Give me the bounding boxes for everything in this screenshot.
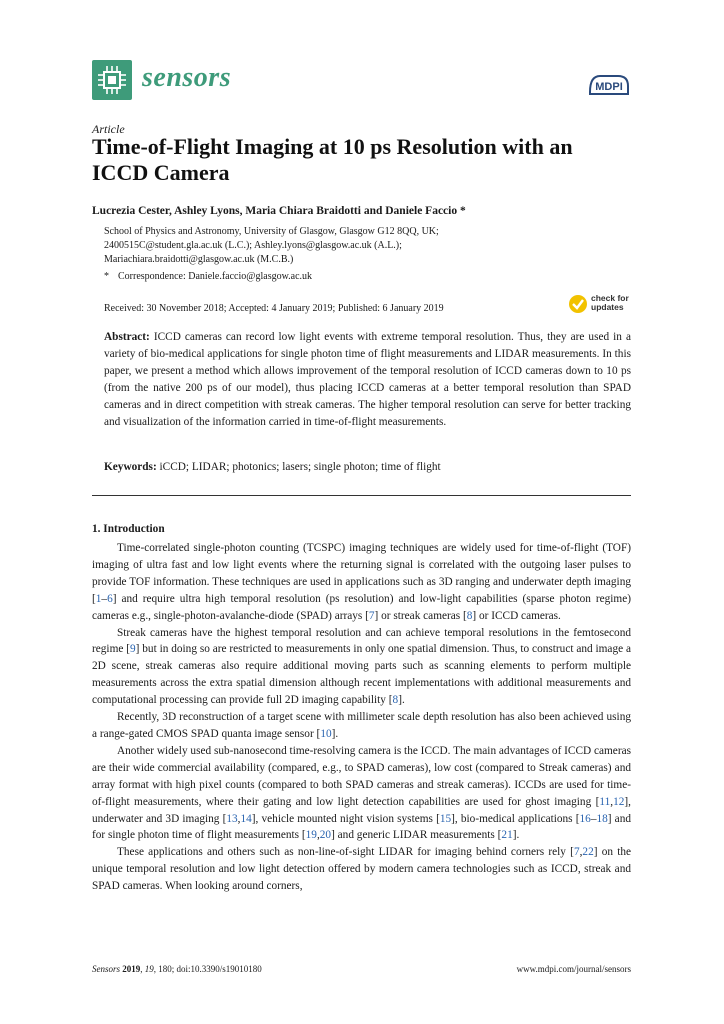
citation-link[interactable]: 11: [599, 795, 611, 808]
citation-link[interactable]: 8: [392, 694, 399, 707]
abstract: [104, 329, 631, 430]
citation-link[interactable]: 7: [573, 846, 580, 859]
keywords: [104, 461, 631, 473]
author-list: Lucrezia Cester, Ashley Lyons, Maria Chiara Braidotti and Daniele Faccio *: [92, 205, 466, 217]
citation-link[interactable]: 8: [466, 609, 473, 622]
abstract-label: Abstract:: [104, 331, 150, 343]
paragraph: These applications and others such as non-line-of-sight LIDAR for imaging behind corners rely [7,22] on the unique temporal resolution and low light detection offered by modern camera technologies such as ICCD, streak and SPAD cameras. When looking around corners,: [92, 846, 632, 893]
citation-link[interactable]: 16: [579, 812, 591, 825]
citation-link[interactable]: 14: [240, 812, 252, 825]
citation-link[interactable]: 7: [368, 609, 375, 622]
footer-volume: 19: [144, 964, 154, 974]
abstract-text: ICCD cameras can record low light events with extreme temporal resolution. Thus, they are used in a variety of bio-medical applications for single photon time of flight measurements and LIDAR measurements. In this paper, we present a method which allows improvement of the temporal resolution of ICCD cameras down to 10 ps (from the native 200 ps of our model), thus placing ICCD cameras at a better temporal resolution than SPAD cameras and in direct competition with streak cameras. The higher temporal resolution can serve for better tracking and visualization of the information carried in time-of-flight measurements.: [104, 331, 632, 428]
paragraph: Time-correlated single-photon counting (TCSPC) imaging techniques are widely used for time-of-flight (TOF) imaging of ultra fast and low light events where the returning signal is correlated with the outgoing laser pulses to provide TOF information. These techniques are used in applications such as 3D ranging and underwater depth imaging [1–6] and require ultra high temporal resolution (ps resolution) and low-light capabilities (sparse photon regime) cameras e.g., single-photon-avalanche-diode (SPAD) arrays [7] or streak cameras [8] or ICCD cameras.: [92, 542, 631, 622]
keywords-label: Keywords:: [104, 461, 157, 473]
section-heading: 1. Introduction: [92, 523, 165, 535]
citation-link[interactable]: 10: [320, 727, 332, 740]
svg-text:MDPI: MDPI: [595, 81, 623, 93]
affiliation-emails: Mariachiara.braidotti@glasgow.ac.uk (M.C.B.): [104, 254, 294, 265]
citation-link[interactable]: 9: [130, 643, 136, 656]
footer-doi: , 180; doi:10.3390/s19010180: [153, 964, 262, 974]
citation-link[interactable]: 15: [439, 812, 452, 825]
citation-link[interactable]: 13: [226, 812, 238, 825]
footer-citation: Sensors 2019, 19, 180; doi:10.3390/s19010180: [92, 964, 262, 974]
article-title: [92, 134, 637, 186]
journal-name: sensors: [142, 62, 232, 93]
sensor-chip-icon: [92, 60, 132, 100]
publication-dates: Received: 30 November 2018; Accepted: 4 January 2019; Published: 6 January 2019: [104, 303, 444, 314]
journal-logo: [92, 60, 132, 100]
citation-link[interactable]: 19: [305, 829, 317, 842]
correspondence-text[interactable]: Correspondence: Daniele.faccio@glasgow.ac.uk: [118, 271, 313, 282]
title-line-2: ICCD Camera: [92, 160, 230, 185]
footer-year: 2019: [122, 964, 141, 974]
citation-link[interactable]: 22: [582, 846, 594, 859]
title-line-1: Time-of-Flight Imaging at 10 ps Resolution with an: [92, 134, 573, 159]
paragraph: Another widely used sub-nanosecond time-resolving camera is the ICCD. The main advantages of ICCD cameras are their wide commercial availability (compared, e.g., to SPAD cameras), low cost (compared to Streak cameras) and array format with high pixel counts (compared to both SPAD cameras and streak cameras). ICCDs are used for time-of-flight measurements, where their gating and low light detection capabilities are used for ghost imaging [11,12], underwater and 3D imaging [13,14], vehicle mounted night vision systems [15], bio-medical applications [16–18] and for single photon time of flight measurements [19,20] and generic LIDAR measurements [21].: [92, 744, 631, 842]
citation-link[interactable]: 21: [501, 829, 513, 842]
footer-journal: Sensors: [92, 964, 121, 974]
mdpi-logo-icon: [586, 72, 632, 98]
correspondence-mark: *: [104, 271, 109, 282]
affiliation-line: School of Physics and Astronomy, University of Glasgow, Glasgow G12 8QQ, UK;: [104, 226, 439, 237]
affiliation: [104, 225, 624, 267]
citation-link[interactable]: 18: [596, 812, 608, 825]
paragraph: Streak cameras have the highest temporal resolution and can achieve temporal resolutions in the femtosecond regime [9] but in doing so are restricted to measurements in only one spatial dimension. Thus, to construct and image a 2D scene, streak cameras also require additional moving parts such as scanning elements to perform multiple measurements across the extra spatial dimension although recent implementations with additional measurements and computational processing can provide full 2D imaging capability [8].: [92, 626, 631, 707]
updates-line-1: check for: [591, 293, 629, 303]
publisher-logo: [586, 72, 632, 98]
affiliation-emails: 2400515C@student.gla.ac.uk (L.C.); Ashley.lyons@glasgow.ac.uk (A.L.);: [104, 240, 402, 251]
check-for-updates-button[interactable]: [567, 293, 631, 315]
citation-link[interactable]: 6: [107, 592, 113, 605]
paragraph: Recently, 3D reconstruction of a target scene with millimeter scale depth resolution has also been achieved using a range-gated CMOS SPAD quanta image sensor [10].: [92, 711, 631, 740]
keywords-text: iCCD; LIDAR; photonics; lasers; single photon; time of flight: [159, 461, 441, 473]
citation-link[interactable]: 1: [95, 592, 102, 605]
correspondence: [104, 271, 312, 282]
section-divider: [92, 495, 631, 496]
updates-line-2: updates: [591, 302, 624, 312]
citation-link[interactable]: 20: [319, 829, 332, 842]
article-type: Article: [92, 122, 125, 136]
check-updates-icon: [567, 293, 589, 315]
citation-link[interactable]: 12: [613, 795, 625, 808]
body-text: [92, 540, 631, 895]
footer-url[interactable]: www.mdpi.com/journal/sensors: [516, 964, 631, 974]
